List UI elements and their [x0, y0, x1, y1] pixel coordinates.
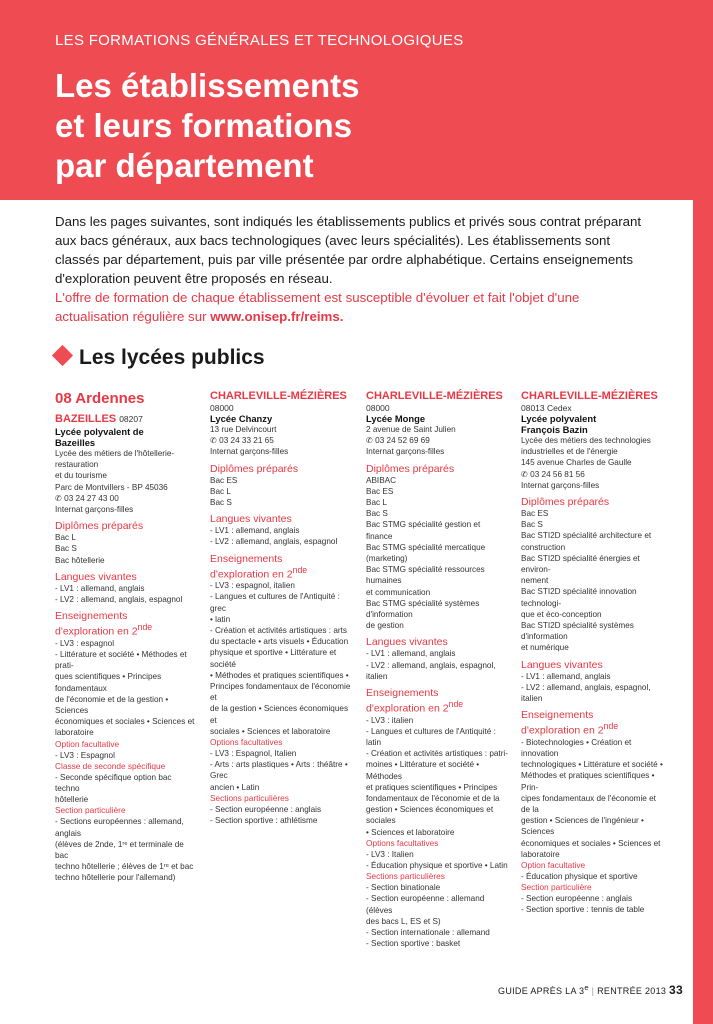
diploma-item: Bac STMG spécialité systèmes d'information	[366, 598, 480, 620]
city-name	[55, 413, 195, 426]
special-class-item: hôtellerie	[55, 795, 89, 805]
option-item: - Éducation physique et sportive	[521, 872, 638, 881]
section-item: - Section sportive : tennis de table	[521, 905, 645, 915]
exploration-heading-line: Enseignements	[210, 552, 283, 565]
diploma-item: Bac hôtellerie	[55, 555, 105, 565]
section-item: - Section européenne : allemand (élèves	[366, 894, 485, 915]
info-line: Internat garçons-filles	[210, 447, 289, 457]
section-item: - Section sportive : athlétisme	[210, 815, 318, 825]
exploration-item: - Langues et cultures de l'Antiquité : grec	[210, 592, 340, 613]
option-item: ancien • Latin	[210, 782, 260, 792]
exploration-heading-sup: nde	[448, 699, 464, 710]
languages-list	[521, 671, 663, 705]
title-line: Les établissements	[55, 67, 360, 104]
options-list	[210, 748, 352, 793]
exploration-item: laboratoire	[521, 849, 560, 859]
right-accent-bar	[693, 200, 713, 1024]
page-footer	[498, 983, 683, 997]
info-line: ✆ 03 24 52 69 69	[366, 436, 430, 446]
city-label: CHARLEVILLE-MÉZIÈRES	[521, 390, 658, 402]
exploration-item: cipes fondamentaux de l'économie et de la	[521, 793, 656, 814]
info-line: Internat garçons-filles	[55, 505, 134, 515]
exploration-list	[521, 737, 663, 860]
exploration-heading-text: d'exploration en 2	[366, 702, 449, 715]
info-line: et du tourisme	[55, 471, 107, 481]
city-label: BAZEILLES	[55, 413, 117, 425]
exploration-item: ques scientifiques • Principes fondamentaux	[55, 672, 162, 693]
special-class-item: - Seconde spécifique option bac techno	[55, 772, 172, 793]
exploration-heading-sup: nde	[292, 564, 308, 575]
language-item: - LV2 : allemand, anglais, espagnol	[210, 537, 338, 547]
sections-heading: Section particulière	[55, 805, 126, 816]
options-heading: Option facultative	[521, 860, 586, 870]
school-info	[521, 435, 663, 491]
language-item: - LV1 : allemand, anglais	[366, 649, 456, 659]
exploration-item: fondamentaux de l'économie et de la	[366, 793, 500, 803]
special-class-list	[55, 772, 195, 806]
diploma-item: Bac ES	[366, 486, 394, 496]
info-line: Internat garçons-filles	[366, 447, 445, 457]
exploration-heading-text: d'exploration en 2	[210, 568, 293, 581]
languages-heading: Langues vivantes	[366, 636, 448, 649]
footer-sup: e	[584, 983, 589, 992]
diploma-item: et communication	[366, 587, 431, 597]
diplomas-list	[366, 475, 508, 632]
exploration-item: • latin	[210, 614, 231, 624]
city-label: CHARLEVILLE-MÉZIÈRES	[366, 390, 503, 402]
postal-code: 08000	[210, 403, 234, 413]
info-line: ✆ 03 24 56 81 56	[521, 469, 585, 479]
exploration-item: gestion • Sciences de l'ingénieur • Sciences	[521, 816, 644, 837]
option-item: - LV3 : Espagnol	[55, 750, 115, 760]
footer-rentree: RENTRÉE 2013	[597, 986, 667, 996]
info-line: 145 avenue Charles de Gaulle	[521, 458, 632, 468]
exploration-heading-line: Enseignements	[55, 610, 128, 623]
postal-code: 08000	[366, 403, 390, 413]
languages-list	[366, 648, 508, 682]
options-list	[55, 750, 195, 761]
city-name	[366, 390, 508, 403]
option-item: - LV3 : Espagnol, Italien	[210, 748, 297, 758]
exploration-heading-line	[210, 565, 352, 581]
info-line: ✆ 03 24 27 43 00	[55, 493, 119, 503]
diplomas-heading: Diplômes préparés	[366, 462, 455, 475]
diploma-item: et numérique	[521, 643, 569, 653]
exploration-item: économiques et sociales • Sciences et	[521, 838, 661, 848]
postal-code: 08207	[119, 414, 143, 424]
exploration-item: • Sciences et laboratoire	[366, 827, 455, 837]
diplomas-heading: Diplômes préparés	[210, 462, 299, 475]
section-item: - Section européenne : anglais	[210, 804, 322, 814]
intro-text	[55, 212, 655, 326]
sections-list	[521, 893, 663, 915]
column-3	[366, 390, 508, 949]
info-line: Lycée des métiers des technologies	[521, 436, 651, 445]
exploration-list	[55, 638, 195, 739]
section-item: - Section internationale : allemand	[366, 928, 490, 938]
section-item: (élèves de 2nde, 1ʳᵉ et terminale de bac	[55, 839, 184, 860]
exploration-item: - Création et activités artistiques : arts	[210, 625, 347, 635]
sections-heading: Sections particulières	[210, 792, 289, 803]
info-line: Lycée des métiers de l'hôtellerie-restauration	[55, 449, 175, 470]
notice-text: L'offre de formation de chaque établissement est susceptible d'évoluer et fait l'objet d'une actualisation régulière sur	[55, 290, 580, 324]
school-info	[366, 424, 508, 458]
exploration-heading-line: Enseignements	[366, 687, 439, 700]
sections-list	[210, 804, 352, 826]
section-item: techno hôtellerie pour l'allemand)	[55, 873, 176, 883]
exploration-heading-line	[55, 622, 195, 638]
postal-code: 08013 Cedex	[521, 403, 572, 413]
exploration-item: Principes fondamentaux de l'économie et	[210, 681, 351, 703]
page-title	[55, 66, 359, 186]
exploration-item: - Biotechnologies • Création et innovation	[521, 737, 632, 758]
school-name	[210, 413, 352, 424]
options-heading: Option facultative	[55, 738, 120, 749]
exploration-item: sociales • Sciences et laboratoire	[210, 726, 331, 736]
diploma-item: Bac L	[55, 533, 76, 543]
diploma-item: Bac STI2D spécialité innovation technologi-	[521, 587, 637, 608]
diploma-item: Bac STMG spécialité mercatique (marketing)	[366, 542, 486, 564]
intro-paragraph: Dans les pages suivantes, sont indiqués les établissements publics et privés sous contrat préparant aux bacs généraux, aux bacs technologiques (avec leurs spécialités). Les établissements sont classés par département, puis par ville présentée par ordre alphabétique. Certains enseignements d'exploration peuvent être proposés en réseau.	[55, 214, 642, 286]
exploration-heading	[210, 554, 352, 581]
title-line: par département	[55, 147, 314, 184]
info-line: 13 rue Delvincourt	[210, 425, 277, 434]
sections-heading: Sections particulières	[366, 871, 445, 882]
school-name-line: Lycée polyvalent de	[55, 426, 144, 437]
language-item: - LV2 : allemand, anglais, espagnol	[55, 595, 183, 605]
diploma-item: nement	[521, 576, 549, 586]
exploration-heading-text: d'exploration en 2	[521, 724, 604, 737]
section-heading-label: Les lycées publics	[79, 346, 265, 369]
options-heading: Options facultatives	[366, 837, 439, 848]
exploration-item: - LV3 : espagnol	[55, 638, 115, 648]
exploration-heading	[366, 688, 508, 715]
diploma-item: Bac S	[210, 498, 232, 508]
diploma-item: Bac ES	[210, 475, 238, 485]
diploma-item: Bac STI2D spécialité systèmes d'information	[521, 621, 634, 642]
department-heading: 08 Ardennes	[55, 390, 145, 407]
school-name-line: Bazeilles	[55, 437, 96, 448]
diploma-item: Bac STMG spécialité ressources humaines	[366, 565, 485, 586]
language-item: - LV1 : allemand, anglais	[55, 583, 145, 593]
column-1	[55, 390, 195, 884]
language-item: - LV2 : allemand, anglais, espagnol, italien	[521, 682, 651, 704]
school-name-line: Lycée Chanzy	[210, 413, 273, 424]
info-line: 2 avenue de Saint Julien	[366, 425, 456, 434]
exploration-heading-sup: nde	[603, 721, 619, 732]
exploration-item: économiques et sociales • Sciences et	[55, 717, 195, 727]
languages-list	[55, 583, 195, 605]
languages-heading: Langues vivantes	[55, 570, 137, 583]
diploma-item: Bac L	[366, 498, 387, 508]
exploration-item: laboratoire	[55, 728, 94, 738]
city-label: CHARLEVILLE-MÉZIÈRES	[210, 390, 347, 402]
exploration-heading-text: d'exploration en 2	[55, 625, 138, 638]
language-item: - LV2 : allemand, anglais, espagnol, italien	[366, 660, 496, 681]
sections-heading: Section particulière	[521, 882, 592, 893]
language-item: - LV1 : allemand, anglais	[521, 671, 611, 681]
languages-heading: Langues vivantes	[521, 658, 603, 671]
diplomas-list	[55, 532, 195, 566]
info-line: Internat garçons-filles	[521, 480, 600, 490]
diploma-item: que et éco-conception	[521, 609, 602, 619]
diploma-item: de gestion	[366, 621, 404, 631]
exploration-item: de l'économie et de la gestion • Sciences	[55, 694, 169, 715]
diamond-icon	[52, 345, 73, 366]
header-banner	[0, 0, 713, 200]
school-name-line: Lycée polyvalent	[521, 413, 597, 424]
option-item: - Éducation physique et sportive • Latin	[366, 861, 508, 870]
exploration-item: - LV3 : espagnol, italien	[210, 581, 295, 591]
diploma-item: Bac STI2D spécialité énergies et environ-	[521, 553, 640, 575]
school-name-line: François Bazin	[521, 424, 588, 435]
diplomas-heading: Diplômes préparés	[521, 496, 610, 509]
exploration-list	[366, 715, 508, 838]
column-4	[521, 390, 663, 916]
languages-list	[210, 525, 352, 547]
exploration-item: de la gestion • Sciences économiques et	[210, 704, 349, 725]
info-line: industrielles et de l'énergie	[521, 447, 618, 457]
section-item: techno hôtellerie ; élèves de 1ʳᵉ et bac	[55, 862, 194, 872]
school-info	[55, 448, 195, 515]
diplomas-list	[521, 508, 663, 654]
diplomas-heading: Diplômes préparés	[55, 520, 144, 533]
section-heading	[55, 346, 265, 370]
special-class-heading: Classe de seconde spécifique	[55, 760, 166, 771]
diploma-item: Bac STI2D spécialité architecture et	[521, 531, 652, 541]
exploration-item: • Méthodes et pratiques scientifiques •	[210, 670, 349, 680]
school-name	[55, 426, 195, 448]
section-kicker: LES FORMATIONS GÉNÉRALES ET TECHNOLOGIQUES	[55, 32, 464, 49]
info-line: Parc de Montvillers - BP 45036	[55, 482, 168, 492]
exploration-heading	[521, 710, 663, 737]
school-name	[366, 413, 508, 424]
exploration-heading-sup: nde	[137, 622, 153, 633]
exploration-item: physique et sportive • Littérature et société	[210, 648, 337, 669]
school-name-line: Lycée Monge	[366, 413, 426, 424]
exploration-item: technologiques • Littérature et société •	[521, 760, 663, 770]
diploma-item: Bac S	[366, 509, 388, 519]
intro-notice	[55, 288, 655, 326]
title-line: et leurs formations	[55, 107, 353, 144]
section-item: - Section binationale	[366, 883, 441, 893]
diploma-item: Bac L	[210, 486, 231, 496]
exploration-item: - Création et activités artistiques : patri-	[366, 749, 508, 759]
info-line: ✆ 03 24 33 21 65	[210, 436, 274, 446]
exploration-item: - Littérature et société • Méthodes et prati-	[55, 649, 187, 671]
page-number: 33	[669, 983, 683, 997]
exploration-heading	[55, 611, 195, 638]
options-heading: Options facultatives	[210, 736, 283, 747]
exploration-heading-line	[366, 699, 508, 715]
languages-heading: Langues vivantes	[210, 513, 292, 526]
sections-list	[55, 816, 195, 883]
section-item: - Section européenne : anglais	[521, 894, 633, 904]
exploration-item: gestion • Sciences économiques et sociales	[366, 805, 494, 826]
exploration-list	[210, 580, 352, 737]
diploma-item: Bac STMG spécialité gestion et finance	[366, 520, 481, 541]
diploma-item: Bac S	[55, 544, 77, 554]
exploration-item: moines • Littérature et société • Méthodes	[366, 760, 480, 781]
exploration-heading-line	[521, 721, 663, 737]
sections-list	[366, 882, 508, 949]
exploration-heading-line: Enseignements	[521, 709, 594, 722]
footer-separator: |	[588, 986, 598, 996]
language-item: - LV1 : allemand, anglais	[210, 526, 300, 536]
diploma-item: Bac ES	[521, 509, 549, 519]
section-item: - Section sportive : basket	[366, 939, 461, 949]
option-item: - LV3 : Italien	[366, 849, 414, 859]
options-list	[521, 871, 663, 882]
option-item: - Arts : arts plastiques • Arts : théâtre • Grec	[210, 760, 348, 781]
school-name	[521, 413, 663, 435]
options-list	[366, 849, 508, 871]
exploration-item: du spectacle • arts visuels • Éducation	[210, 637, 349, 647]
notice-link[interactable]: www.onisep.fr/reims.	[210, 309, 344, 324]
section-item: des bacs L, ES et S)	[366, 916, 441, 926]
diploma-item: construction	[521, 542, 566, 552]
column-2	[210, 390, 352, 826]
school-info	[210, 424, 352, 458]
exploration-item: et pratiques scientifiques • Principes	[366, 782, 498, 792]
section-item: - Sections européennes : allemand, anglais	[55, 817, 184, 838]
city-name	[521, 390, 663, 403]
diploma-item: Bac S	[521, 520, 543, 530]
diploma-item: ABIBAC	[366, 475, 397, 485]
exploration-item: - LV3 : italien	[366, 715, 414, 725]
footer-guide: GUIDE APRÈS LA 3	[498, 986, 585, 996]
diplomas-list	[210, 475, 352, 509]
city-name	[210, 390, 352, 403]
exploration-item: - Langues et cultures de l'Antiquité : latin	[366, 726, 496, 747]
exploration-item: Méthodes et pratiques scientifiques • Prin-	[521, 771, 655, 792]
